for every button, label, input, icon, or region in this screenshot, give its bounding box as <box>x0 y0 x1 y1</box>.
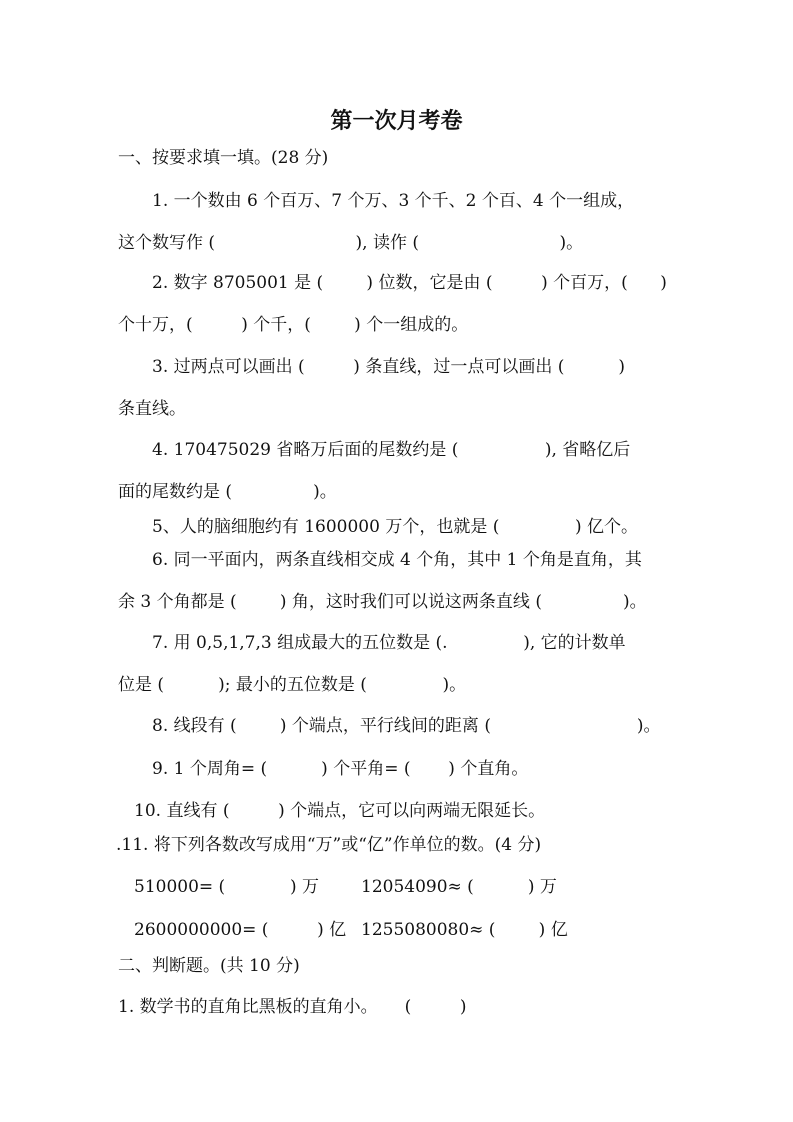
judgment-question-1: 1. 数学书的直角比黑板的直角小。 ( ) <box>118 997 467 1017</box>
question-4-line-1: 4. 170475029 省略万后面的尾数约是 ( ), 省略亿后 <box>152 440 631 460</box>
conversion-item: 2600000000= ( ) 亿 <box>134 920 347 940</box>
question-8-line-1: 8. 线段有 ( ) 个端点，平行线间的距离 ( )。 <box>152 716 661 736</box>
question-10-line-1: 10. 直线有 ( ) 个端点，它可以向两端无限延长。 <box>134 801 546 821</box>
section-heading: 二、判断题。(共 10 分) <box>118 956 300 976</box>
question-11-instruction: .11. 将下列各数改写成用“万”或“亿”作单位的数。(4 分) <box>116 835 542 855</box>
question-5-line-1: 5、人的脑细胞约有 1600000 万个，也就是 ( ) 亿个。 <box>152 517 639 537</box>
conversion-item: 1255080080≈ ( ) 亿 <box>361 920 568 940</box>
question-6-line-2: 余 3 个角都是 ( ) 角，这时我们可以说这两条直线 ( )。 <box>118 592 647 612</box>
section-heading: 一、按要求填一填。(28 分) <box>118 148 329 168</box>
question-3-line-2: 条直线。 <box>118 399 186 419</box>
question-3-line-1: 3. 过两点可以画出 ( ) 条直线，过一点可以画出 ( ) <box>152 357 626 377</box>
conversion-item: 12054090≈ ( ) 万 <box>361 877 557 897</box>
question-7-line-1: 7. 用 0,5,1,7,3 组成最大的五位数是 (. ), 它的计数单 <box>152 633 626 653</box>
question-1-line-2: 这个数写作 ( ), 读作 ( )。 <box>118 233 584 253</box>
question-6-line-1: 6. 同一平面内，两条直线相交成 4 个角，其中 1 个角是直角，其 <box>152 550 642 570</box>
question-7-line-2: 位是 ( ); 最小的五位数是 ( )。 <box>118 675 467 695</box>
question-9-line-1: 9. 1 个周角= ( ) 个平角= ( ) 个直角。 <box>152 759 529 779</box>
question-2-line-2: 个十万，( ) 个千，( ) 个一组成的。 <box>118 315 469 335</box>
page-title: 第一次月考卷 <box>330 109 463 134</box>
conversion-item: 510000= ( ) 万 <box>134 877 320 897</box>
question-1-line-1: 1. 一个数由 6 个百万、7 个万、3 个千、2 个百、4 个一组成， <box>152 191 635 211</box>
question-4-line-2: 面的尾数约是 ( )。 <box>118 482 337 502</box>
question-2-line-1: 2. 数字 8705001 是 ( ) 位数，它是由 ( ) 个百万，( ) <box>152 273 667 293</box>
